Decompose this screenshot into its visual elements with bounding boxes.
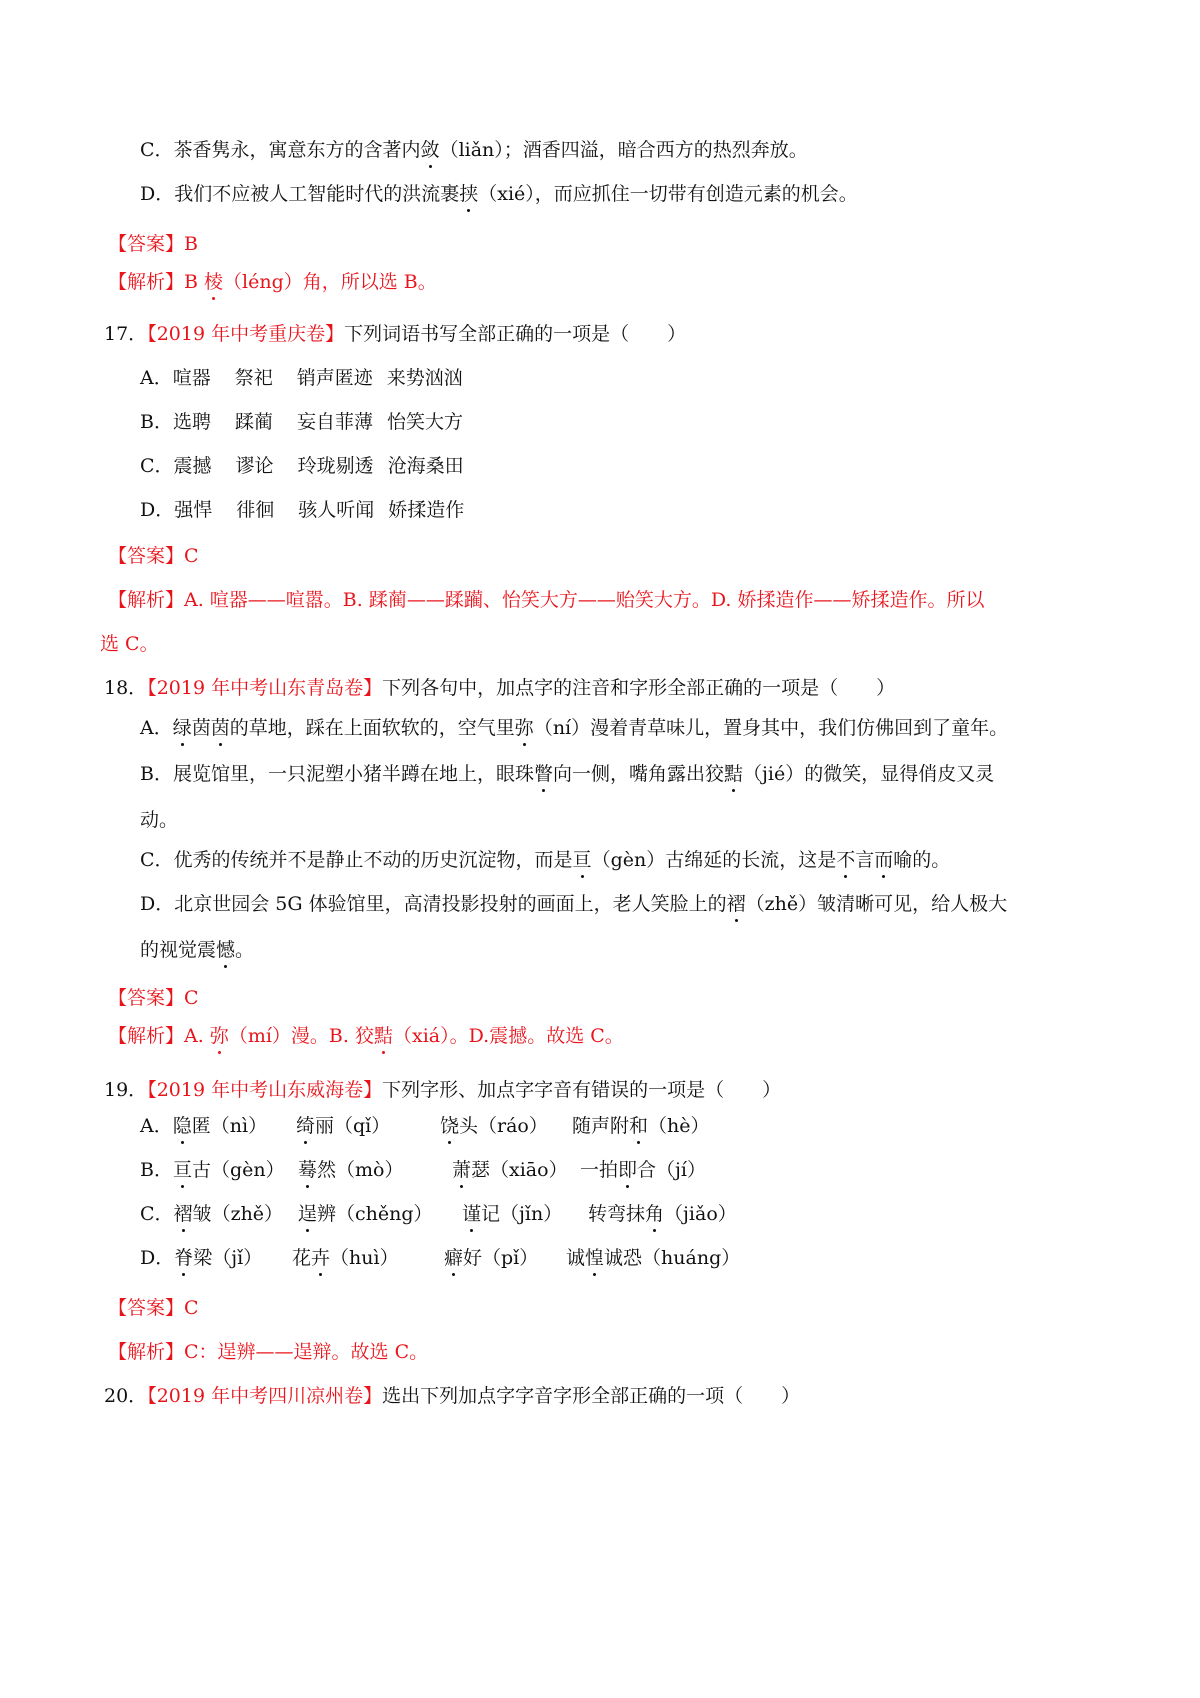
q19-option-a-2: 绮丽（qǐ） (296, 1115, 391, 1137)
q17-answer: 【答案】C (108, 545, 199, 567)
emphasis-dot-char: 隐 (172, 1115, 192, 1137)
q18-option-d-cont: 的视觉震憾。 (140, 939, 255, 961)
q17-option-a: A．喧器 祭祀 销声匿迹 来势汹汹 (140, 367, 463, 389)
source-tag: 【2019 年中考四川凉州卷】 (147, 1385, 383, 1407)
q19-option-c-1: C．褶皱（zhě） (140, 1203, 284, 1225)
q19-option-b-4: 一拍即合（jí） (580, 1159, 706, 1181)
emphasis-dot-char: 谨 (462, 1203, 482, 1225)
emphasis-dot-char: 癖 (444, 1247, 464, 1269)
q17-analysis: 【解析】A. 喧器——喧嚣。B. 蹂蔺——蹂躏、怡笑大方——贻笑大方。D. 娇揉造作——矫揉造作。所以 (108, 589, 985, 611)
q17-option-c: C．震撼 谬论 玲珑剔透 沧海桑田 (140, 455, 464, 477)
q19-analysis: 【解析】C：逞辨——逞辩。故选 C。 (108, 1341, 429, 1363)
q18-option-b-cont: 动。 (140, 809, 179, 831)
source-tag: 【2019 年中考山东威海卷】 (147, 1079, 383, 1101)
q19-option-c-4: 转弯抹角（jiǎo） (588, 1203, 737, 1225)
q18-option-a: A．绿茵茵的草地，踩在上面软软的，空气里弥（ní）漫着青草味儿，置身其中，我们仿佛回到了童年。 (140, 717, 1009, 739)
emphasis-dot-char: 弥 (209, 1025, 229, 1047)
q19-option-a-3: 饶头（ráo） (440, 1115, 548, 1137)
q17-stem: 17．【2019 年中考重庆卷】下列词语书写全部正确的一项是（ ） (104, 323, 687, 345)
emphasis-dot-char: 亘 (572, 849, 592, 871)
q19-stem: 19．【2019 年中考山东威海卷】下列字形、加点字字音有错误的一项是（ ） (104, 1079, 782, 1101)
q18-answer: 【答案】C (108, 987, 199, 1009)
emphasis-dot-char: 和 (629, 1115, 649, 1137)
q19-option-c-3: 谨记（jǐn） (462, 1203, 563, 1225)
emphasis-dot-char: 绿 (172, 717, 192, 739)
emphasis-dot-char: 弥 (514, 717, 534, 739)
q18-option-c: C．优秀的传统并不是静止不动的历史沉淀物，而是亘（gèn）古绵延的长流，这是不言而喻的。 (140, 849, 951, 871)
emphasis-dot-char: 褶 (726, 893, 746, 915)
q18-analysis: 【解析】A. 弥（mí）漫。B. 狡黠（xiá）。D.震撼。故选 C。 (108, 1025, 624, 1047)
q18-stem: 18．【2019 年中考山东青岛卷】下列各句中，加点字的注音和字形全部正确的一项是（ ） (104, 677, 896, 699)
q19-option-d-4: 诚惶诚恐（huáng） (566, 1247, 741, 1269)
q19-option-d-2: 花卉（huì） (292, 1247, 399, 1269)
q18-option-b: B．展览馆里，一只泥塑小猪半蹲在地上，眼珠瞥向一侧，嘴角露出狡黠（jié）的微笑，显得俏皮又灵 (140, 763, 995, 785)
q18-option-d: D．北京世园会 5G 体验馆里，高清投影投射的画面上，老人笑脸上的褶（zhě）皱清晰可见，给人极大 (140, 893, 1008, 915)
q19-option-d-1: D．脊梁（jǐ） (140, 1247, 263, 1269)
q20-stem: 20．【2019 年中考四川凉州卷】选出下列加点字字音字形全部正确的一项（ ） (104, 1385, 801, 1407)
source-tag: 【2019 年中考山东青岛卷】 (147, 677, 383, 699)
emphasis-dot-char: 逞 (298, 1203, 318, 1225)
q17-option-b: B．选聘 蹂蔺 妄自菲薄 怡笑大方 (140, 411, 464, 433)
q19-option-c-2: 逞辨（chěng） (298, 1203, 433, 1225)
q16-option-d: D．我们不应被人工智能时代的洪流裹挟（xié），而应抓住一切带有创造元素的机会。 (140, 183, 858, 205)
emphasis-dot-char: 惶 (585, 1247, 605, 1269)
emphasis-dot-char: 绮 (296, 1115, 316, 1137)
q17-option-d: D．强悍 徘徊 骇人听闻 娇揉造作 (140, 499, 465, 521)
emphasis-dot-char: 饶 (440, 1115, 460, 1137)
emphasis-dot-char: 瞥 (533, 763, 553, 785)
emphasis-dot-char: 憾 (216, 939, 236, 961)
q19-option-b-2: 蓦然（mò） (298, 1159, 404, 1181)
q16-option-c: C．茶香隽永，寓意东方的含著内敛（liǎn）；酒香四溢，暗合西方的热烈奔放。 (140, 139, 808, 161)
q19-option-a-1: A．隐匿（nì） (140, 1115, 268, 1137)
q19-answer: 【答案】C (108, 1297, 199, 1319)
emphasis-dot-char: 黠 (724, 763, 744, 785)
emphasis-dot-char: 萧 (452, 1159, 472, 1181)
emphasis-dot-char: 亘 (172, 1159, 192, 1181)
emphasis-dot-char: 黠 (373, 1025, 393, 1047)
emphasis-dot-char: 角 (645, 1203, 665, 1225)
source-tag: 【2019 年中考重庆卷】 (147, 323, 345, 345)
emphasis-dot-char: 敛 (420, 139, 440, 161)
emphasis-dot-char: 卉 (311, 1247, 331, 1269)
emphasis-dot-char: 而 (874, 849, 894, 871)
emphasis-dot-char: 即 (618, 1159, 638, 1181)
emphasis-dot-char: 脊 (174, 1247, 194, 1269)
q19-option-b-3: 萧瑟（xiāo） (452, 1159, 568, 1181)
emphasis-dot-char: 不 (836, 849, 856, 871)
emphasis-dot-char: 棱 (204, 271, 224, 293)
q19-option-b-1: B．亘古（gèn） (140, 1159, 285, 1181)
q19-option-d-3: 癖好（pǐ） (444, 1247, 539, 1269)
q17-analysis-cont: 选 C。 (100, 633, 159, 655)
emphasis-dot-char: 挟 (459, 183, 479, 205)
emphasis-dot-char: 蓦 (298, 1159, 318, 1181)
emphasis-dot-char: 褶 (173, 1203, 193, 1225)
q19-option-a-4: 随声附和（hè） (572, 1115, 710, 1137)
emphasis-dot-char: 茵 (210, 717, 230, 739)
q16-answer: 【答案】B (108, 233, 198, 255)
q16-analysis: 【解析】B 棱（léng）角，所以选 B。 (108, 271, 437, 293)
